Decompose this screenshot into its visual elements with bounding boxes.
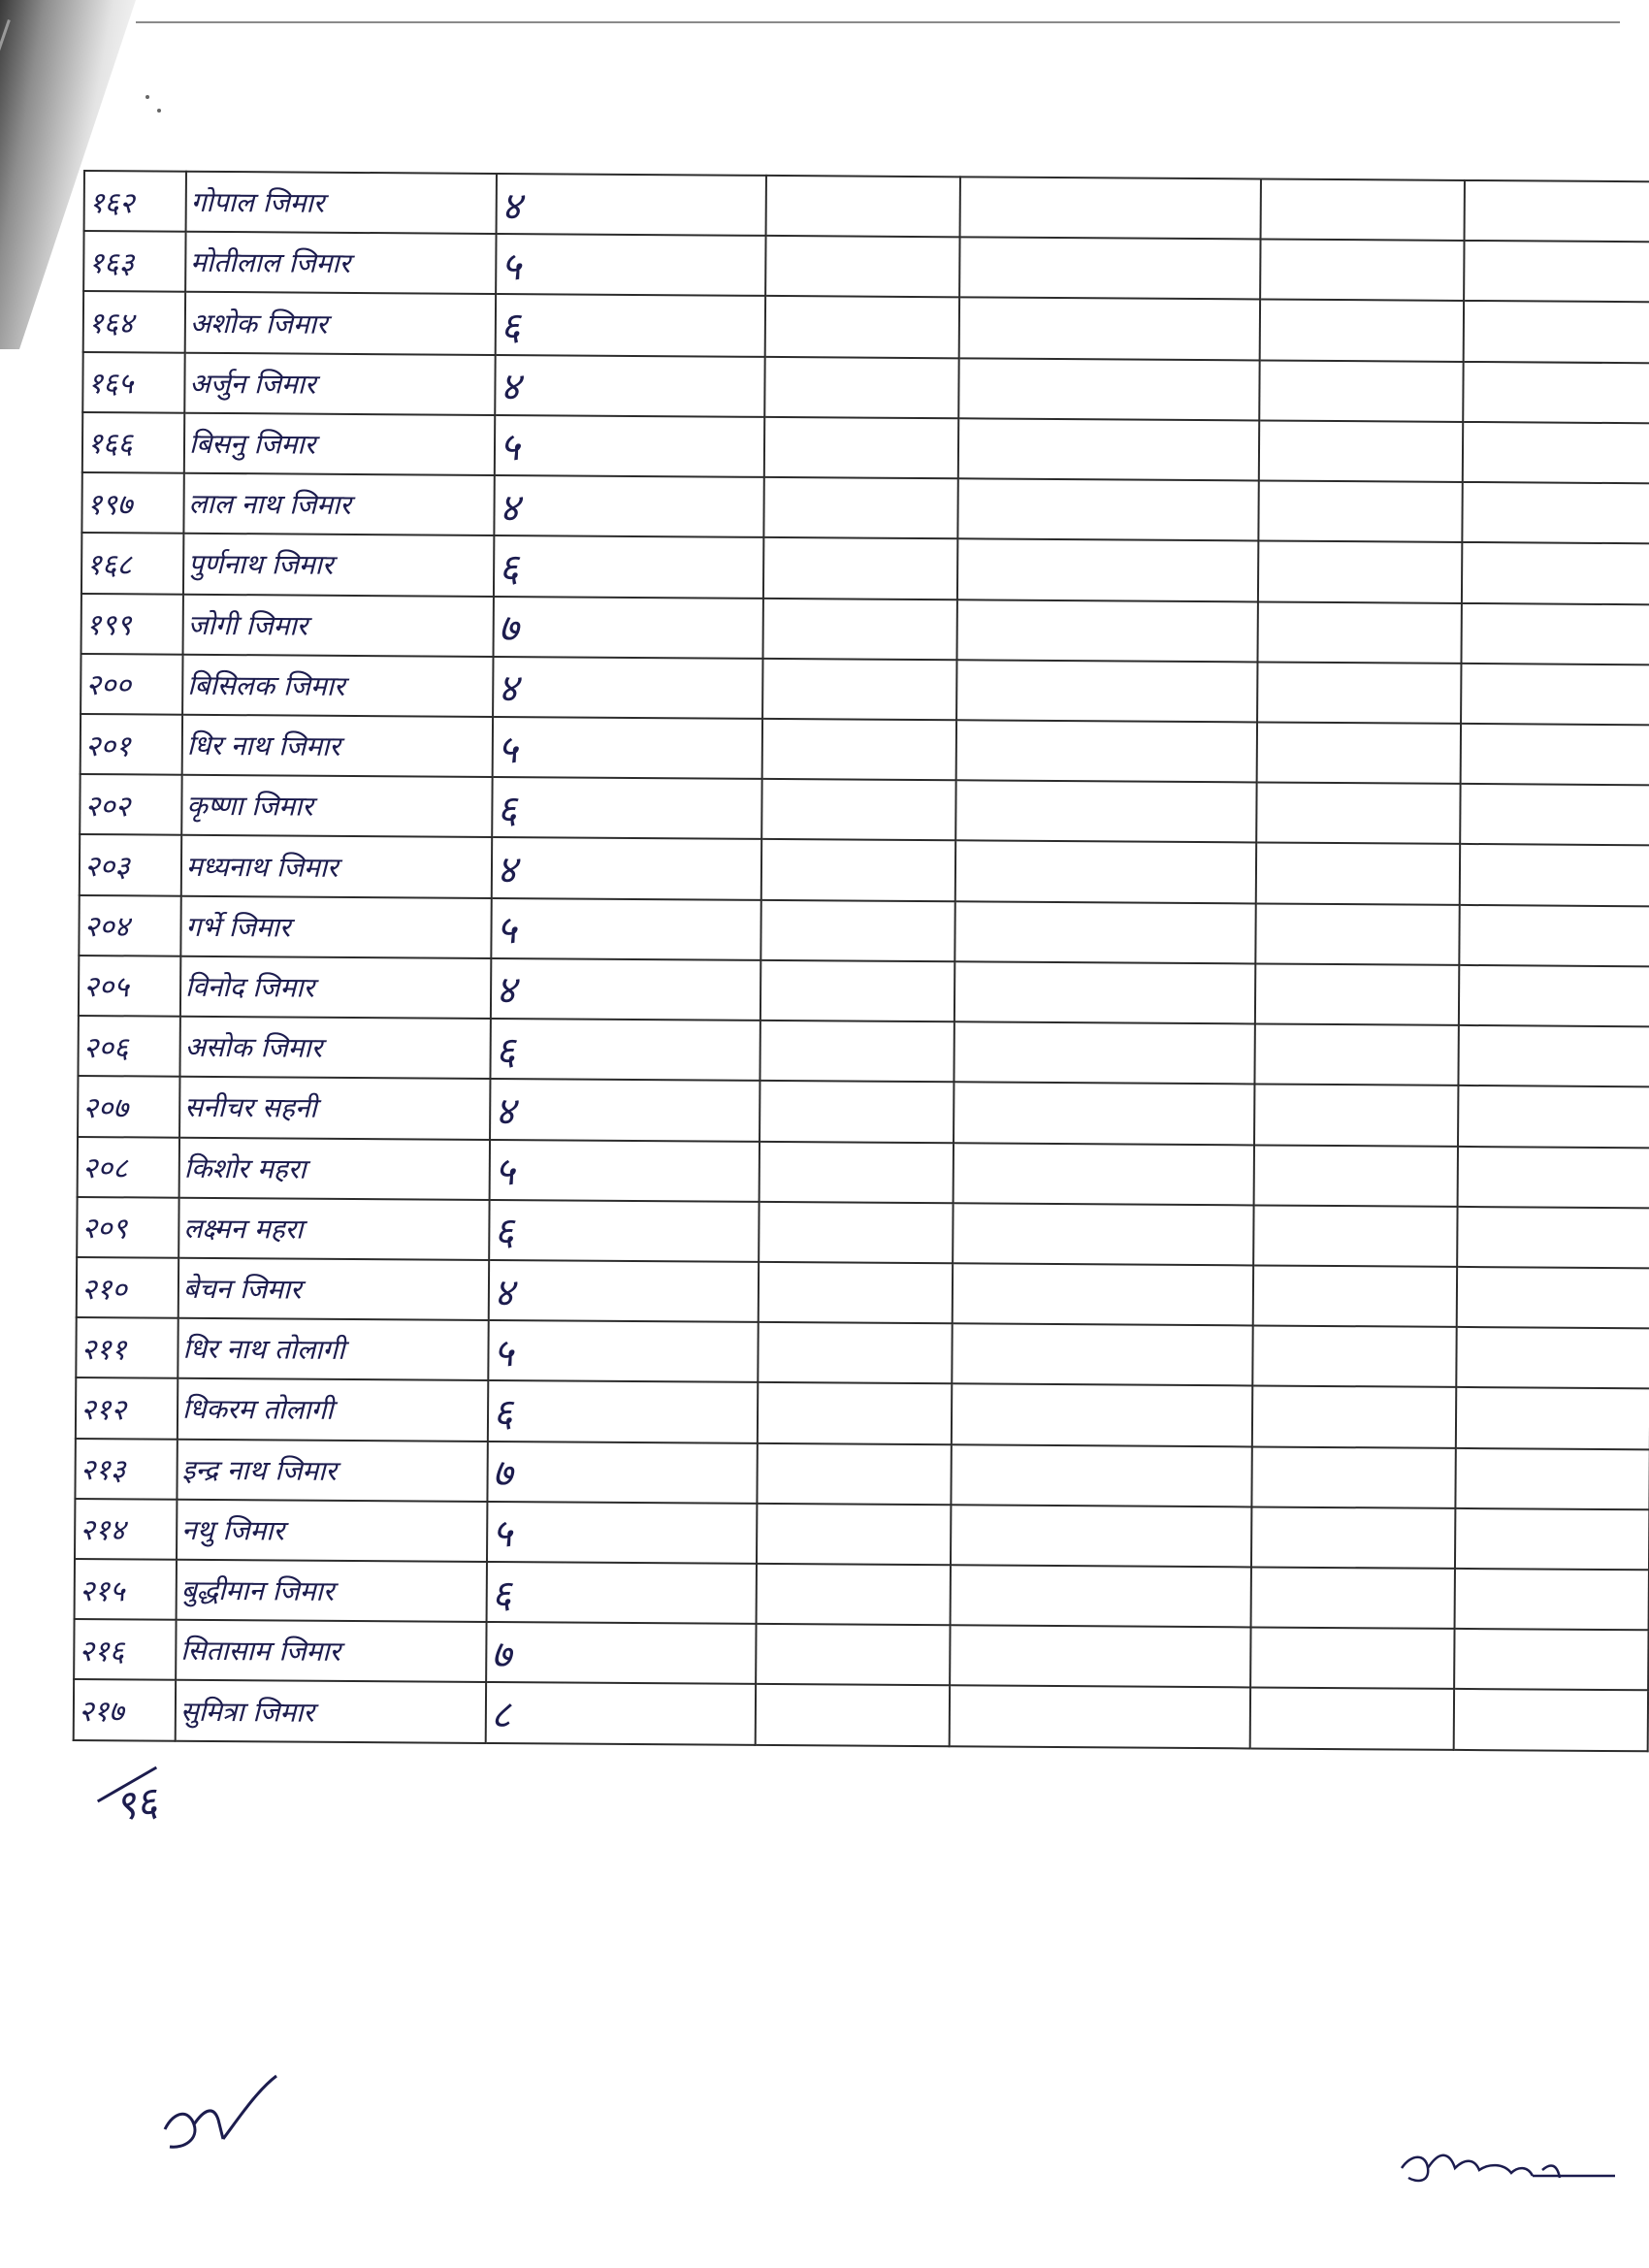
empty-cell (1456, 1327, 1649, 1389)
name-cell: नथु जिमार (177, 1500, 487, 1562)
empty-cell (951, 1565, 1251, 1627)
table-row (83, 231, 1649, 303)
name-cell: बिसनु जिमार (184, 413, 495, 475)
count-cell: ५ (488, 1320, 758, 1382)
empty-cell (1254, 1024, 1458, 1086)
name-cell: मध्यनाथ जिमार (181, 835, 492, 897)
serial-number-cell: २०३ (80, 834, 181, 895)
empty-cell (1459, 965, 1649, 1027)
empty-cell (1259, 420, 1463, 482)
empty-cell (1462, 482, 1649, 544)
empty-cell (1259, 360, 1463, 422)
name-cell: बिसिलक जिमार (182, 654, 493, 716)
empty-cell (1253, 1265, 1457, 1327)
count-cell: ४ (497, 174, 766, 236)
name-cell: मोतीलाल जिमार (185, 232, 496, 294)
serial-number-cell: १६२ (84, 171, 186, 232)
empty-cell (758, 1382, 952, 1444)
empty-cell (952, 1323, 1252, 1385)
empty-cell (1251, 1446, 1455, 1508)
serial-number-cell: २०५ (79, 956, 180, 1017)
table-row (75, 1499, 1649, 1571)
total-count-note: ९६ (111, 1777, 161, 1831)
signature-right (1397, 2139, 1620, 2197)
serial-number-cell: २१० (77, 1257, 178, 1318)
name-cell: इन्द्र नाथ जिमार (177, 1439, 487, 1501)
empty-cell (1457, 1207, 1649, 1269)
table-row (81, 594, 1649, 665)
serial-number-cell: २१२ (76, 1377, 178, 1439)
empty-cell (1461, 664, 1649, 726)
table-row (81, 714, 1649, 786)
table-row (83, 291, 1649, 363)
empty-cell (1252, 1386, 1456, 1448)
empty-cell (757, 1564, 951, 1626)
name-cell: सुमित्रा जिमार (176, 1680, 486, 1743)
count-cell: ४ (495, 355, 764, 417)
table-row (74, 1619, 1648, 1691)
table-row (77, 1257, 1649, 1329)
name-cell: सितासाम जिमार (176, 1620, 486, 1682)
serial-number-cell: २०० (81, 654, 182, 715)
empty-cell (959, 298, 1260, 360)
table-row (79, 956, 1649, 1027)
serial-number-cell: २०९ (77, 1197, 178, 1258)
empty-cell (1254, 1085, 1458, 1147)
empty-cell (1254, 1145, 1458, 1207)
empty-cell (1459, 905, 1649, 967)
empty-cell (959, 238, 1260, 300)
empty-cell (955, 780, 1256, 842)
empty-cell (1461, 602, 1649, 664)
empty-cell (1461, 724, 1649, 786)
empty-cell (1258, 541, 1462, 603)
empty-cell (1455, 1508, 1649, 1571)
empty-cell (758, 1322, 952, 1384)
empty-cell (1454, 1629, 1648, 1691)
empty-cell (759, 1262, 953, 1324)
empty-cell (761, 779, 955, 841)
empty-cell (957, 539, 1258, 601)
empty-cell (1455, 1569, 1649, 1631)
empty-cell (1251, 1567, 1455, 1629)
count-cell: ४ (489, 1260, 759, 1322)
empty-cell (763, 477, 957, 539)
table-row (78, 1076, 1649, 1148)
empty-cell (1458, 1085, 1649, 1148)
empty-cell (1256, 783, 1460, 845)
name-cell: बेचन जिमार (178, 1258, 489, 1320)
serial-number-cell: २११ (76, 1317, 178, 1378)
empty-cell (1260, 240, 1464, 302)
name-cell: बुद्धीमान जिमार (177, 1560, 487, 1622)
empty-cell (1252, 1326, 1456, 1388)
count-cell: ५ (493, 717, 762, 779)
serial-number-cell: १९९ (81, 594, 183, 655)
empty-cell (1261, 178, 1465, 241)
serial-number-cell: २०२ (80, 774, 181, 835)
name-cell: सनीचर सहनी (179, 1077, 490, 1139)
count-cell: ७ (487, 1442, 757, 1504)
empty-cell (1257, 601, 1461, 664)
empty-cell (1458, 1146, 1649, 1208)
table-row (81, 533, 1649, 604)
empty-cell (765, 236, 959, 298)
name-cell: कृष्णा जिमार (181, 775, 492, 837)
count-cell: ७ (494, 596, 763, 658)
count-cell: ६ (488, 1380, 758, 1442)
count-cell: ४ (494, 475, 763, 537)
table-row (82, 412, 1649, 484)
empty-cell (764, 357, 958, 419)
empty-cell (951, 1505, 1251, 1567)
table-row (80, 834, 1649, 906)
empty-cell (954, 901, 1255, 963)
count-cell: ६ (496, 294, 765, 356)
empty-cell (1456, 1387, 1649, 1449)
empty-cell (1460, 844, 1649, 906)
count-cell: ८ (486, 1682, 756, 1744)
serial-number-cell: २१४ (75, 1499, 177, 1560)
name-cell: असोक जिमार (179, 1017, 490, 1079)
empty-cell (763, 598, 957, 660)
empty-cell (1257, 722, 1461, 784)
empty-cell (1460, 784, 1649, 846)
empty-cell (1250, 1688, 1454, 1750)
name-cell: किशोर महरा (179, 1137, 490, 1199)
table-row (80, 774, 1649, 846)
name-cell: पुर्णनाथ जिमार (183, 534, 494, 596)
table-row (81, 654, 1649, 726)
name-cell: विनोद जिमार (180, 956, 491, 1019)
name-cell: अर्जुन जिमार (184, 352, 495, 414)
empty-cell (1253, 1205, 1457, 1267)
empty-cell (760, 900, 954, 962)
name-cell: गोपाल जिमार (186, 172, 497, 234)
serial-number-cell: १६५ (82, 352, 184, 413)
count-cell: ६ (489, 1200, 759, 1262)
empty-cell (763, 537, 957, 599)
serial-number-cell: २०१ (81, 714, 182, 775)
empty-cell (760, 1081, 954, 1143)
empty-cell (956, 720, 1257, 782)
empty-cell (956, 599, 1257, 662)
empty-cell (757, 1442, 951, 1505)
count-cell: ४ (490, 1079, 760, 1141)
name-cell: लक्ष्मन महरा (178, 1197, 489, 1259)
empty-cell (955, 841, 1256, 903)
empty-cell (1258, 481, 1462, 543)
empty-cell (1454, 1689, 1648, 1751)
empty-cell (954, 1021, 1254, 1084)
empty-cell (766, 176, 960, 238)
empty-cell (761, 839, 955, 901)
table-row (84, 171, 1649, 243)
empty-cell (1462, 542, 1649, 604)
empty-cell (950, 1626, 1250, 1688)
empty-cell (760, 1021, 954, 1083)
table-row (74, 1679, 1648, 1751)
page-top-rule (136, 21, 1620, 23)
count-cell: ४ (492, 837, 761, 899)
name-cell: धिर नाथ तोलागी (178, 1318, 488, 1380)
count-cell: ५ (495, 415, 764, 477)
empty-cell (1463, 422, 1649, 484)
empty-cell (954, 961, 1255, 1023)
serial-number-cell: १६६ (82, 412, 184, 473)
table-row (75, 1439, 1649, 1510)
serial-number-cell: २०४ (79, 895, 180, 956)
name-cell: धिर नाथ जिमार (182, 715, 493, 777)
empty-cell (958, 358, 1259, 420)
name-cell: अशोक जिमार (185, 292, 496, 354)
empty-cell (1464, 241, 1649, 303)
serial-number-cell: २०७ (78, 1076, 179, 1137)
empty-cell (1250, 1628, 1454, 1690)
count-cell: ४ (493, 657, 762, 719)
empty-cell (760, 1141, 954, 1203)
count-cell: ५ (496, 234, 765, 296)
serial-number-cell: २०६ (78, 1016, 179, 1077)
empty-cell (1257, 662, 1461, 724)
signature-left (155, 2071, 291, 2158)
name-cell: गर्भे जिमार (180, 895, 491, 957)
empty-cell (951, 1444, 1251, 1507)
empty-cell (1457, 1267, 1649, 1329)
empty-cell (760, 960, 954, 1022)
empty-cell (953, 1203, 1253, 1265)
serial-number-cell: १९७ (81, 472, 183, 534)
empty-cell (957, 478, 1258, 540)
table-row (76, 1317, 1649, 1389)
empty-cell (764, 417, 958, 479)
count-cell: ५ (491, 898, 760, 960)
empty-cell (1260, 300, 1464, 362)
empty-cell (952, 1384, 1252, 1446)
name-cell: जोगी जिमार (183, 594, 494, 656)
register-table (73, 170, 1649, 1752)
serial-number-cell: २१७ (74, 1679, 176, 1740)
count-cell: ७ (486, 1622, 756, 1684)
table-row (76, 1377, 1649, 1449)
empty-cell (1458, 1025, 1649, 1087)
empty-cell (953, 1263, 1253, 1325)
empty-cell (762, 719, 956, 781)
empty-cell (762, 659, 956, 721)
serial-number-cell: २०८ (78, 1136, 179, 1197)
count-cell: ५ (490, 1139, 760, 1201)
empty-cell (954, 1083, 1254, 1145)
table-row (81, 472, 1649, 544)
table-row (77, 1197, 1649, 1269)
count-cell: ६ (487, 1562, 757, 1624)
empty-cell (1455, 1448, 1649, 1510)
empty-cell (1465, 180, 1649, 243)
empty-cell (956, 660, 1257, 722)
serial-number-cell: १६३ (83, 231, 185, 292)
empty-cell (960, 177, 1261, 239)
register-body (74, 171, 1649, 1751)
empty-cell (1256, 843, 1460, 905)
empty-cell (759, 1202, 953, 1264)
count-cell: ४ (491, 958, 760, 1021)
empty-cell (1251, 1507, 1455, 1569)
empty-cell (757, 1504, 951, 1566)
empty-cell (765, 296, 959, 358)
table-row (79, 895, 1649, 967)
count-cell: ६ (490, 1019, 760, 1081)
scan-speck (146, 95, 149, 99)
empty-cell (1255, 963, 1459, 1025)
count-cell: ५ (487, 1502, 757, 1564)
serial-number-cell: २१५ (75, 1559, 177, 1620)
serial-number-cell: २१३ (75, 1439, 177, 1500)
table-row (82, 352, 1649, 424)
empty-cell (950, 1686, 1250, 1749)
empty-cell (1463, 362, 1649, 424)
scan-speck (157, 109, 161, 113)
empty-cell (1255, 903, 1459, 965)
empty-cell (1464, 301, 1649, 363)
name-cell: धिकरम तोलागी (178, 1378, 488, 1441)
table-row (78, 1016, 1649, 1087)
count-cell: ६ (494, 535, 763, 598)
serial-number-cell: १६४ (83, 291, 185, 352)
table-row (78, 1136, 1649, 1208)
empty-cell (958, 418, 1259, 480)
count-cell: ६ (492, 777, 761, 839)
empty-cell (954, 1143, 1254, 1205)
empty-cell (756, 1624, 950, 1686)
serial-number-cell: १६८ (81, 533, 183, 594)
name-cell: लाल नाथ जिमार (183, 473, 494, 535)
serial-number-cell: २१६ (74, 1619, 176, 1680)
table-row (75, 1559, 1649, 1631)
empty-cell (756, 1684, 950, 1746)
